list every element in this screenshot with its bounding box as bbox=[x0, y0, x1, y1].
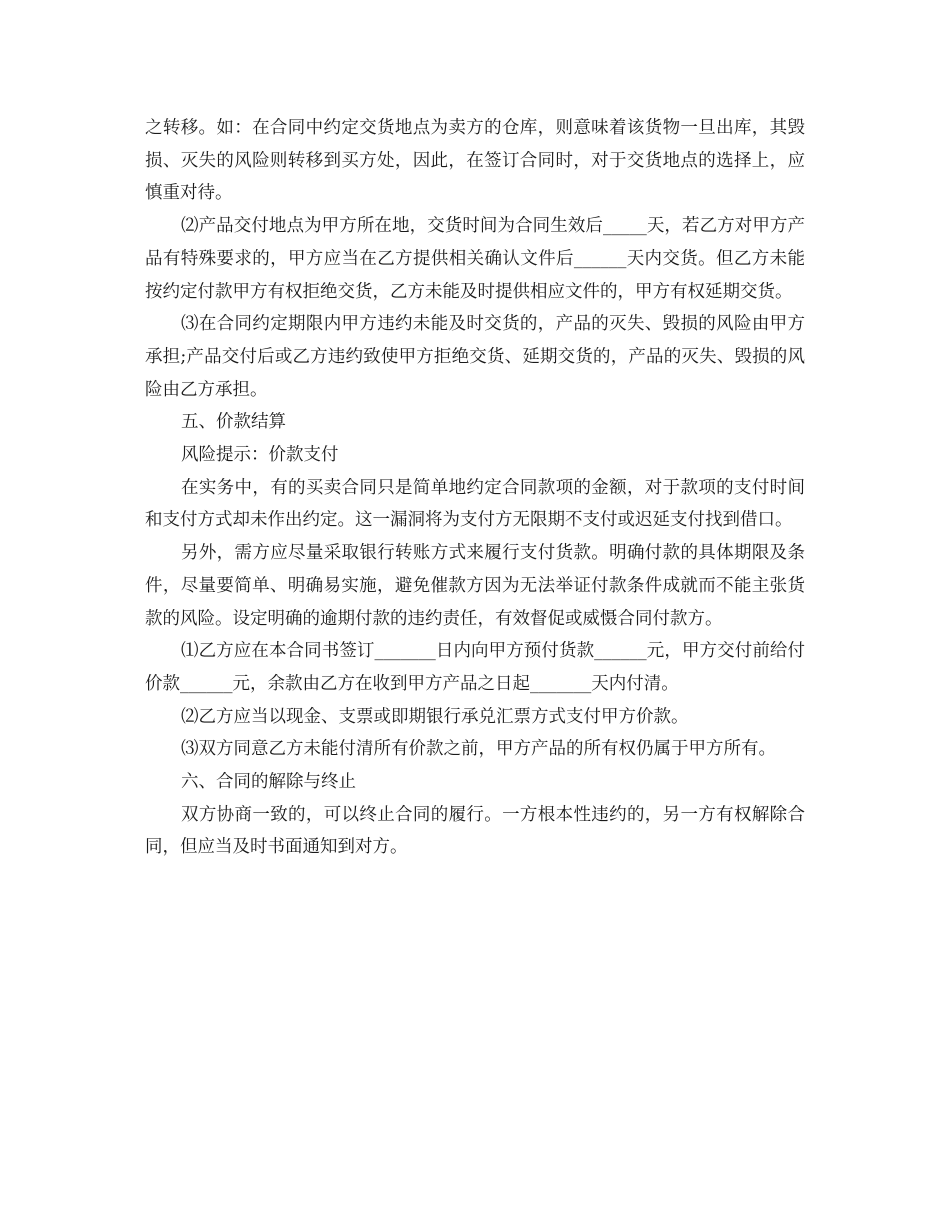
paragraph-termination: 双方协商一致的，可以终止合同的履行。一方根本性违约的，另一方有权解除合同，但应当及时书面通知到对方。 bbox=[145, 804, 805, 858]
paragraph-payment-risk-2: 另外，需方应尽量采取银行转账方式来履行支付货款。明确付款的具体期限及条件，尽量要简单、明确易实施，避免催款方因为无法举证付款条件成就而不能主张货款的风险。设定明确的逾期付款的违约责任，有效督促或威慑合同付款方。 bbox=[145, 543, 805, 629]
paragraph-payment-risk-1: 在实务中，有的买卖合同只是简单地约定合同款项的金额，对于款项的支付时间和支付方式却未作出约定。这一漏洞将为支付方无限期不支付或迟延支付找到借口。 bbox=[145, 477, 805, 531]
section-heading-termination: 六、合同的解除与终止 bbox=[181, 772, 356, 793]
paragraph-payment-item-3: ⑶双方同意乙方未能付清所有价款之前，甲方产品的所有权仍属于甲方所有。 bbox=[181, 739, 776, 760]
paragraph-delivery-item-2: ⑵产品交付地点为甲方所在地，交货时间为合同生效后_____天，若乙方对甲方产品有特殊要求的，甲方应当在乙方提供相关确认文件后______天内交货。但乙方未能按约定付款甲方有权拒绝交货，乙方未能及时提供相应文件的，甲方有权延期交货。 bbox=[145, 216, 805, 302]
paragraph-payment-item-2: ⑵乙方应当以现金、支票或即期银行承兑汇票方式支付甲方价款。 bbox=[181, 706, 689, 727]
section-heading-price-settlement: 五、价款结算 bbox=[181, 412, 286, 433]
document-page bbox=[145, 112, 805, 864]
paragraph-delivery-item-3: ⑶在合同约定期限内甲方违约未能及时交货的，产品的灭失、毁损的风险由甲方承担;产品交付后或乙方违约致使甲方拒绝交货、延期交货的，产品的灭失、毁损的风险由乙方承担。 bbox=[145, 314, 805, 400]
risk-tip-heading: 风险提示：价款支付 bbox=[181, 445, 339, 466]
paragraph-payment-item-1: ⑴乙方应在本合同书签订_______日内向甲方预付货款______元，甲方交付前给付价款______元，余款由乙方在收到甲方产品之日起_______天内付清。 bbox=[145, 641, 805, 694]
paragraph-risk-transfer: 之转移。如：在合同中约定交货地点为卖方的仓库，则意味着该货物一旦出库，其毁损、灭失的风险则转移到买方处，因此，在签订合同时，对于交货地点的选择上，应慎重对待。 bbox=[145, 118, 805, 204]
